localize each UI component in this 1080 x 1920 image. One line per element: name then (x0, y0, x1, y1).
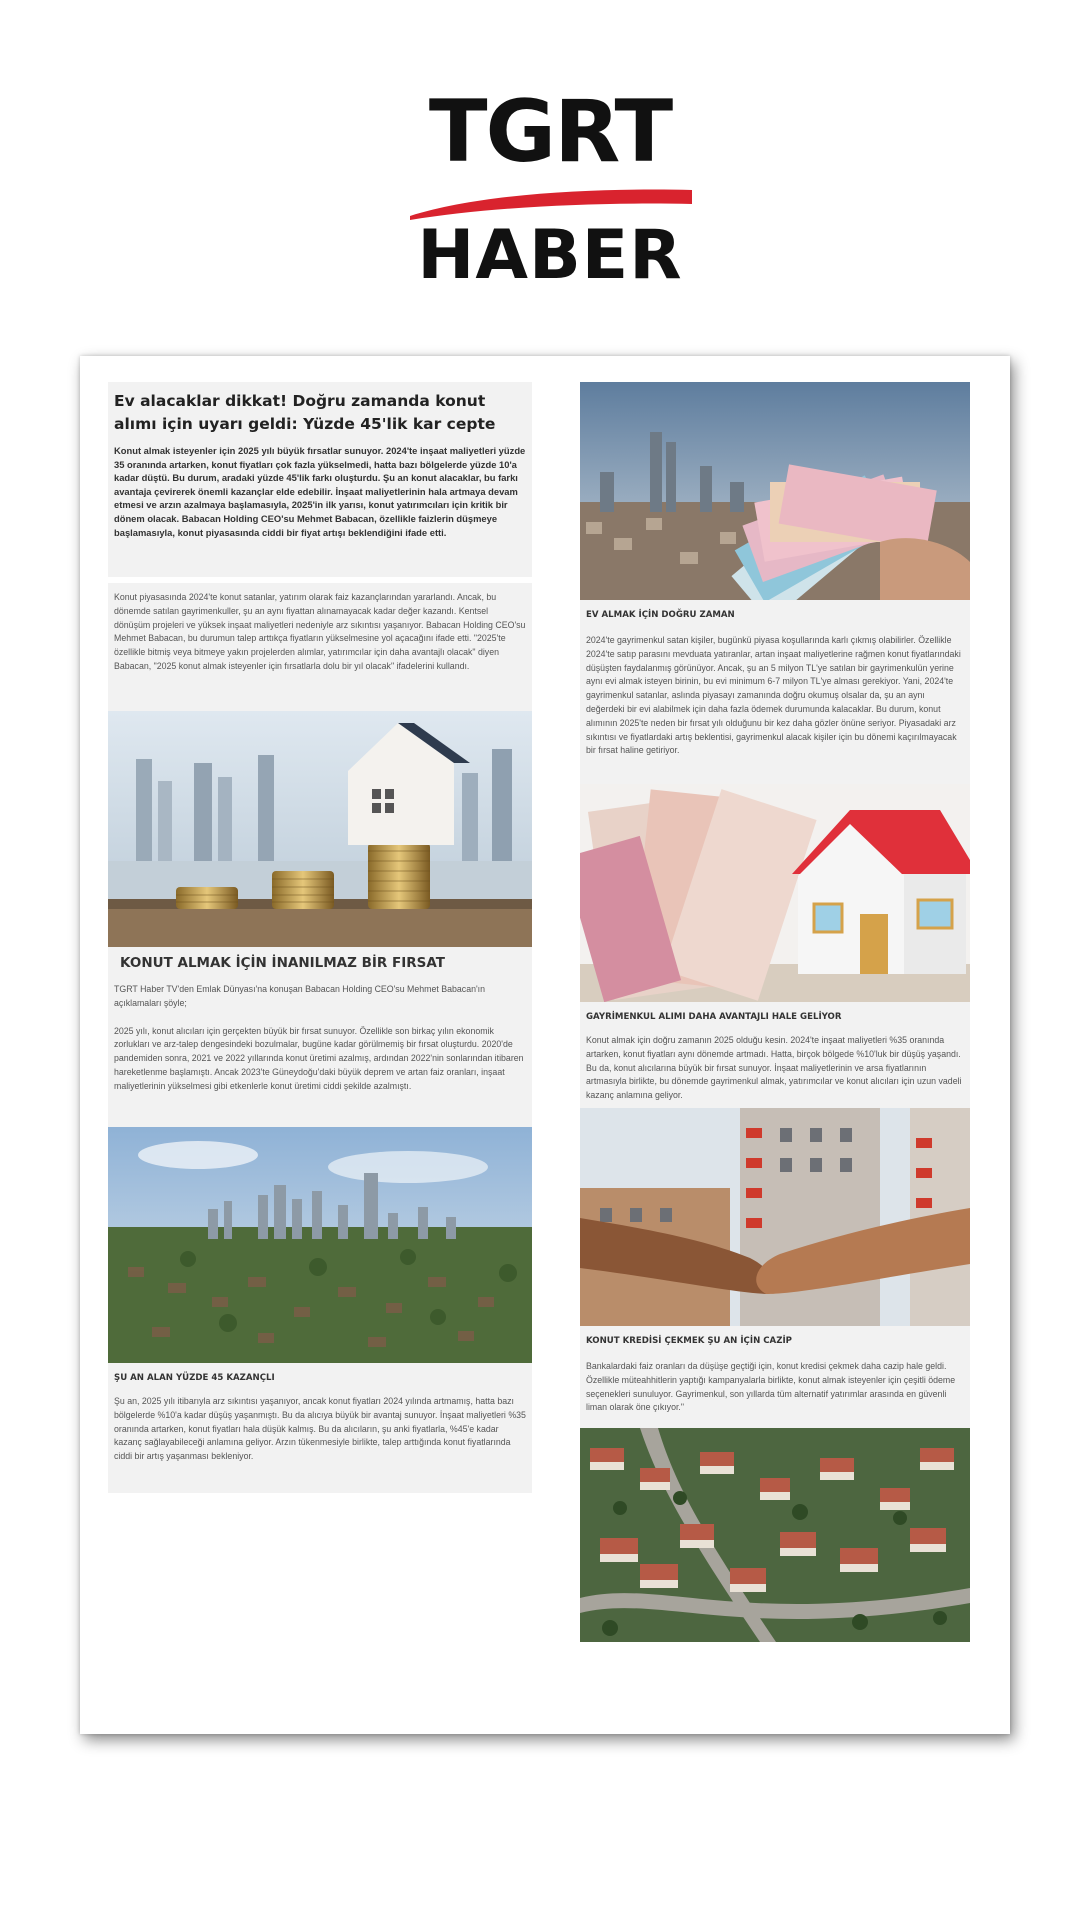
section-2-block (108, 1363, 532, 1493)
section-1-title: KONUT ALMAK İÇİN İNANILMAZ BİR FIRSAT (120, 955, 445, 971)
section-3-paragraph: 2024'te gayrimenkul satan kişiler, bugünkü piyasa koşullarında karlı çıkmış olabilirler. Özellikle 2024'te satıp parasını mevduata yatıranlar, artan inşaat maliyetlerine rağmen konut fiyatlarındaki düşüşten faydalanmış görünüyor. Ancak, şu an 5 milyon TL'ye satılan bir gayrimenkulün yerine aynı evi almak isteyen birinin, bu evi minimum 6-7 milyon TL'ye alması gerekiyor. Yani, 2024'te gayrimenkul satanlar, aslında piyasayı zamanında doğru okumuş olsalar da, şu an aynı değerdeki bir evi alabilmek için daha fazla ödemek durumunda kalacaklar. Bu durum, konut alımının 2025'te neden bir fırsat yılı olduğunu bir kez daha gözler önüne seriyor. Piyasadaki arz sıkıntısı ve fiyatlardaki artış beklentisi, gayrimenkul alacak kişiler için bu dönemi kaçırılmayacak bir fırsat haline getiriyor. (586, 635, 961, 756)
section-1-paragraph: 2025 yılı, konut alıcıları için gerçekten büyük bir fırsat sunuyor. Özellikle son birkaç yılın ekonomik zorlukları ve arz-talep dengesindeki bozulmalar, bugüne kadar görülmemiş bir fırsat oluşturdu. 2020'de pandemiden sonra, 2021 ve 2022 yıllarında konut üretimi azalmış, ardından 2022'nin sonlarından itibaren hareketlenme başlamıştı. Ancak 2023'te Güneydoğu'daki büyük deprem ve artan faiz oranları, inşaat maliyetlerinin yükselmesi gibi etkenlerle konut üretimi ciddi şekilde azalmıştı. (114, 1025, 524, 1091)
section-5-block (580, 1326, 970, 1428)
section-1-intro: TGRT Haber TV'den Emlak Dünyası'na konuşan Babacan Holding CEO'su Mehmet Babacan'ın açıklamaları şöyle; (114, 984, 486, 1008)
section-4-title: GAYRİMENKUL ALIMI DAHA AVANTAJLI HALE GELİYOR (586, 1012, 842, 1022)
paragraph-1: Konut piyasasında 2024'te konut satanlar, yatırım olarak faiz kazançlarından yararlandı. Ancak, bu dönemde satılan gayrimenkuller, şu an aynı fiyattan alınamayacak kadar değer kazandı. Kentsel dönüşüm projeleri ve yüksek inşaat maliyetleri nedeniyle arz sıkıntısı yaşanıyor. Babacan Holding CEO'su Mehmet Babacan, bu durumun talep arttıkça fiyatların yükselmesine yol açacağını ifade etti. "2025'te özellikle bitmiş veya bitmeye yakın projelerden alımlar, yatırımcılar için daha avantajlı olacak" diyen Babacan, "2025 konut almak isteyenler için fırsatlarla dolu bir yıl olacak" ifadelerini kullandı. (114, 592, 526, 671)
tgrt-haber-logo (400, 82, 700, 296)
residential-aerial-image (580, 1428, 970, 1642)
article-lead: Konut almak isteyenler için 2025 yılı büyük fırsatlar sunuyor. 2024'te inşaat maliyetleri yüzde 35 oranında artarken, konut fiyatları çok fazla yükselmedi, hatta bazı bölgelerde yüzde 10'a kadar düştü. Bu durum, aradaki yüzde 45'lik farkı oluşturdu. Şu an konut alacaklar, bu farkı avantaja çevirerek önemli kazançlar elde edebilir. İnşaat maliyetlerinin hala artmaya devam etmesi ve arzın azalmaya başlamasıyla, 2025'in ilk yarısı, konut yatırımcıları için kritik bir dönem olacak. Babacan Holding CEO'su Mehmet Babacan, özellikle faizlerin düşmeye başlamasıyla, konut piyasasında ciddi bir fiyat artışı beklendiğini ifade etti. (114, 445, 526, 538)
section-5-title: KONUT KREDİSİ ÇEKMEK ŞU AN İÇİN CAZİP (586, 1336, 792, 1346)
logo-line-1: TGRT (428, 82, 672, 182)
left-column (108, 382, 532, 1493)
section-3-block (580, 600, 970, 784)
section-3-title: EV ALMAK İÇİN DOĞRU ZAMAN (586, 610, 735, 620)
section-4-block (580, 1002, 970, 1108)
section-1-block (108, 947, 532, 1127)
section-5-paragraph: Bankalardaki faiz oranları da düşüşe geçtiği için, konut kredisi çekmek daha cazip hale geldi. Özellikle müteahhitlerin yaptığı kampanyalarla birlikte, konut almak isteyenler için çeşitli ödeme seçenekleri sunuluyor. Gayrimenkul, son yıllarda tüm alternatif yatırımlar arasında en güvenli liman olarak öne çıkıyor." (586, 1361, 956, 1413)
logo-line-2: HABER (417, 216, 683, 295)
article-headline: Ev alacaklar dikkat! Doğru zamanda konut alımı için uyarı geldi: Yüzde 45'lik kar cepte (114, 392, 496, 433)
handshake-image (580, 1108, 970, 1326)
lead-block (108, 382, 532, 577)
article-page (80, 356, 1010, 1734)
coins-house-image (108, 711, 532, 947)
city-aerial-image (108, 1127, 532, 1363)
intro-block (108, 583, 532, 711)
section-4-paragraph: Konut almak için doğru zamanın 2025 olduğu kesin. 2024'te inşaat maliyetleri %35 oranında artarken, konut fiyatları aynı dönemde artmadı. Hatta, birçok bölgede %10'luk bir düşüş yaşandı. Bu da, konut alıcılarına büyük bir fırsat sunuyor. İnşaat maliyetlerinin ve arsa fiyatlarının artmasıyla birlikte, bu dönemde gayrimenkul almak, yatırımcılar ve konut alıcıları için uzun vadeli kazanç anlamına geliyor. (586, 1035, 962, 1101)
money-house-image (580, 784, 970, 1002)
section-2-paragraph: Şu an, 2025 yılı itibarıyla arz sıkıntısı yaşanıyor, ancak konut fiyatları 2024 yılında artmamış, hatta bazı bölgelerde %10'a kadar düşüş yaşanmıştı. Bu da alıcıya büyük bir avantaj sunuyor. İnşaat maliyetleri %35 oranında artarken, konut fiyatları hala düşük kalmış. Bu da alıcıların, şu anki fiyatlarla, %45'e kadar kazanç sağlayabileceği anlamına geliyor. Arzın tükenmesiyle birlikte, talep arttığında konut fiyatlarında ciddi bir artış yaşanması bekleniyor. (114, 1396, 526, 1462)
section-2-title: ŞU AN ALAN YÜZDE 45 KAZANÇLI (114, 1373, 275, 1383)
right-column (580, 382, 970, 1642)
city-money-image (580, 382, 970, 600)
